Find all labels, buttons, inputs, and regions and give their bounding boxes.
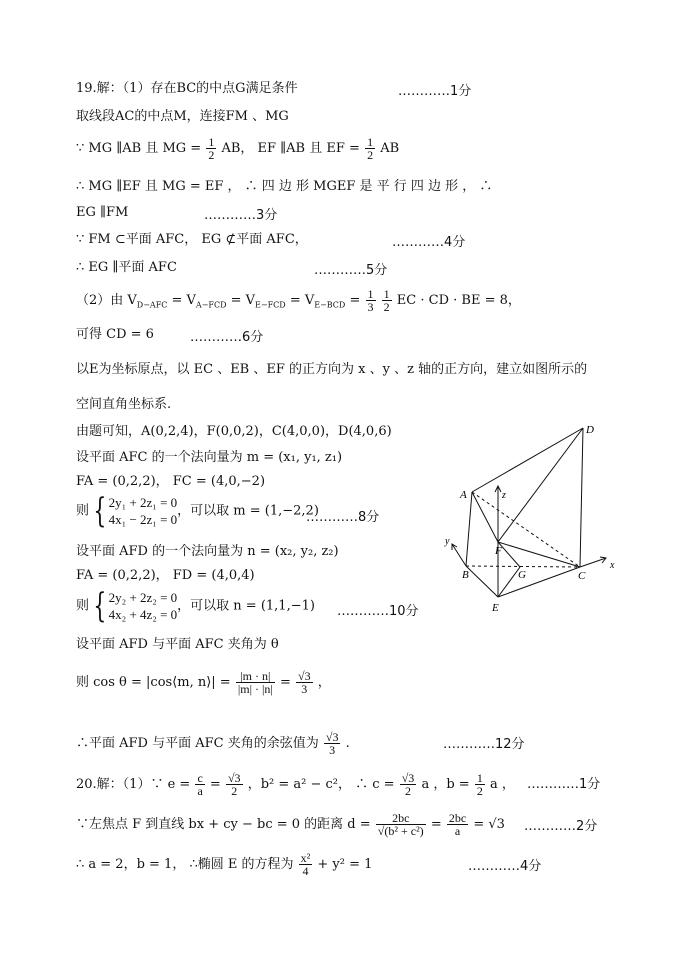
distance-fraction: $\frac{2bc}{\text{√(b² + c²)}}$ xyxy=(377,811,424,838)
brace-icon: { xyxy=(93,491,107,531)
q19-line-20: 则 cos θ = |cos⟨m, n⟩| = $\frac{|m \cdot n|}{|m| \cdot |n|}$ = $\frac{√3}{3}$ ， xyxy=(76,669,331,696)
score-8: …………8分 xyxy=(306,510,380,525)
label-G: G xyxy=(518,569,526,581)
edge-AC xyxy=(472,492,580,567)
q20-line-2: ∵左焦点 F 到直线 bx + cy − bc = 0 的距离 d = $\frac{2bc}{\text{√(b² + c²)}}$ = $\frac{2bc}{a}$ = √3 xyxy=(76,811,505,838)
q20-line-3: ∴ a = 2，b = 1， ∴椭圆 E 的方程为 $\frac{\text{x²}}{4}$ + y² = 1 xyxy=(76,851,373,878)
equation-system: 2y₂ + 2z₂ = 0 4x₂ + 4z₂ = 0 xyxy=(108,590,178,622)
q19-line-18: 则 { 2y₂ + 2z₂ = 0 4x₂ + 4z₂ = 0，可以取 n = (1,1,−1) xyxy=(76,586,315,626)
fraction-half: $\frac{1}{2}$ xyxy=(367,135,374,162)
q19-line-1: 19.解：（1）存在BC的中点G满足条件 xyxy=(76,81,298,96)
score-12: …………12分 xyxy=(443,737,525,752)
q19-line-7: ∴ EG ∥平面 AFC xyxy=(76,260,177,275)
score-6: …………6分 xyxy=(190,330,264,345)
score-10: …………10分 xyxy=(337,604,419,619)
fraction-half: $\frac{1}{2}$ xyxy=(208,135,215,162)
q19-line-19: 设平面 AFD 与平面 AFC 夹角为 θ xyxy=(76,637,279,652)
score-q20-2: …………2分 xyxy=(524,819,598,834)
score-q20-4: …………4分 xyxy=(468,859,542,874)
q19-line-3: ∵ MG ∥AB 且 MG = $\frac{1}{2}$ AB， EF ∥AB 且 EF = $\frac{1}{2}$ AB xyxy=(76,135,400,162)
sqrt3-over-3: $\frac{√3}{3}$ xyxy=(325,730,339,757)
edge-FC xyxy=(498,542,580,567)
q19-line-6: ∵ FM ⊂平面 AFC， EG ⊄平面 AFC， xyxy=(76,232,308,247)
score-q20-1: …………1分 xyxy=(527,777,601,792)
fraction-sqrt3-over-2: $\frac{√3}{2}$ xyxy=(227,771,241,798)
label-z: z xyxy=(502,490,506,501)
edge-BC xyxy=(466,566,580,567)
edge-EC xyxy=(498,567,580,597)
q19-line-13: 设平面 AFC 的一个法向量为 m = (x₁, y₁, z₁) xyxy=(76,450,343,465)
label-B: B xyxy=(462,569,469,581)
geometry-figure xyxy=(440,418,630,618)
edge-AF xyxy=(472,492,498,542)
label-x: x xyxy=(610,560,615,571)
q19-line-4: ∴ MG ∥EF 且 MG = EF ， ∴ 四 边 形 MGEF 是 平 行 四 边 形 ， ∴ xyxy=(76,179,493,194)
fraction-c-over-a: $\frac{c}{a}$ xyxy=(197,771,203,798)
edge-AD xyxy=(472,428,583,492)
label-E: E xyxy=(492,602,499,614)
edge-AB xyxy=(466,492,472,566)
score-3: …………3分 xyxy=(204,208,278,223)
label-C: C xyxy=(578,570,586,582)
q19-line-10: 以E为坐标原点，以 EC 、EB 、EF 的正方向为 x 、y 、z 轴的正方向，建立如图所示的 xyxy=(76,362,588,377)
label-D: D xyxy=(586,424,594,436)
q19-line-15: 则 { 2y₁ + 2z₁ = 0 4x₁ − 2z₁ = 0，可以取 m = (1,−2,2) xyxy=(76,491,319,531)
score-5: …………5分 xyxy=(314,263,388,278)
cosine-fraction: $\frac{|m \cdot n|}{|m| \cdot |n|}$ xyxy=(237,669,273,696)
q19-line-12: 由题可知，A(0,2,4)，F(0,0,2)，C(4,0,0)，D(4,0,6) xyxy=(76,424,392,439)
equation-system: 2y₁ + 2z₁ = 0 4x₁ − 2z₁ = 0 xyxy=(108,495,178,527)
edge-DF xyxy=(498,428,583,542)
fraction-sqrt3-over-2: $\frac{√3}{2}$ xyxy=(401,771,415,798)
q19-line-9: 可得 CD = 6 xyxy=(76,327,154,342)
q19-line-2: 取线段AC的中点M，连接FM 、MG xyxy=(76,109,289,124)
score-4: …………4分 xyxy=(392,235,466,250)
q19-line-11: 空间直角坐标系. xyxy=(76,397,172,412)
q19-line-8: （2）由 $V_{D-AFC} = V_{A-FCD} = V_{E-FCD} = V_{E-BCD}$ = $\frac{1}{3}$ $\frac{1}{2}$ EC · CD · BE = 8， xyxy=(76,287,521,314)
fraction-half: $\frac{1}{2}$ xyxy=(476,771,483,798)
q19-line-14: FA = (0,2,2)， FC = (4,0,−2) xyxy=(76,474,266,489)
sqrt3-over-3: $\frac{√3}{3}$ xyxy=(297,669,311,696)
q19-line-17: FA = (0,2,2)， FD = (4,0,4) xyxy=(76,568,255,583)
label-A: A xyxy=(460,489,467,501)
fraction-2bc-over-a: $\frac{2bc}{a}$ xyxy=(448,811,467,838)
q19-line-5: EG ∥FM xyxy=(76,205,129,220)
q19-line-16: 设平面 AFD 的一个法向量为 n = (x₂, y₂, z₂) xyxy=(76,544,339,559)
q19-line-21: ∴平面 AFD 与平面 AFC 夹角的余弦值为 $\frac{√3}{3}$ . xyxy=(76,730,350,757)
y-axis xyxy=(452,544,466,566)
edge-DC xyxy=(580,428,583,567)
fraction-third: $\frac{1}{3}$ xyxy=(367,287,374,314)
edge-BE xyxy=(466,566,498,597)
fraction-x2-over-4: $\frac{\text{x²}}{4}$ xyxy=(300,851,311,878)
score-1: …………1分 xyxy=(398,84,472,99)
q20-line-1: 20.解：（1）∵ e = $\frac{c}{a}$ = $\frac{√3}{2}$ ，b² = a² − c²， ∴ c = $\frac{√3}{2}$ a ，b = $\frac{1}{2}$ a ， xyxy=(76,771,515,798)
label-y: y xyxy=(445,536,450,547)
brace-icon: { xyxy=(93,586,107,626)
label-F: F xyxy=(495,545,502,557)
fraction-half: $\frac{1}{2}$ xyxy=(383,287,390,314)
